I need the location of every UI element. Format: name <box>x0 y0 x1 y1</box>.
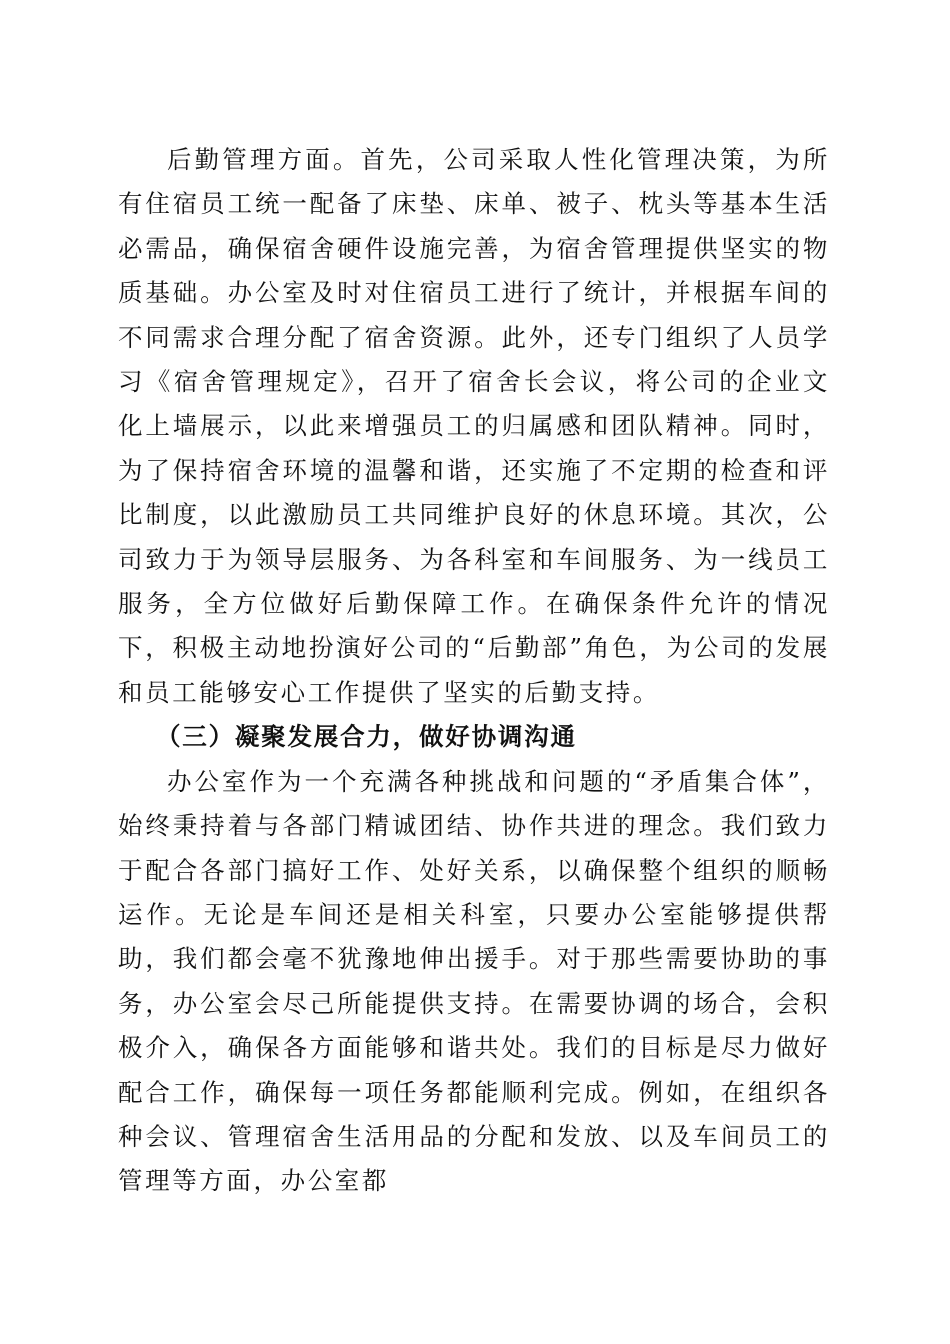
document-body <box>118 138 830 1204</box>
paragraph-logistics-management: 后勤管理方面。首先，公司采取人性化管理决策，为所有住宿员工统一配备了床垫、床单、被子、枕头等基本生活必需品，确保宿舍硬件设施完善，为宿舍管理提供坚实的物质基础。办公室及时对住宿员工进行了统计，并根据车间的不同需求合理分配了宿舍资源。此外，还专门组织了人员学习《宿舍管理规定》，召开了宿舍长会议，将公司的企业文化上墙展示，以此来增强员工的归属感和团队精神。同时，为了保持宿舍环境的温馨和谐，还实施了不定期的检查和评比制度，以此激励员工共同维护良好的休息环境。其次，公司致力于为领导层服务、为各科室和车间服务、为一线员工服务，全方位做好后勤保障工作。在确保条件允许的情况下，积极主动地扮演好公司的“后勤部”角色，为公司的发展和员工能够安心工作提供了坚实的后勤支持。 <box>118 145 830 707</box>
section-heading-coordination: （三）凝聚发展合力，做好协调沟通 <box>155 722 577 752</box>
paragraph-coordination-communication: 办公室作为一个充满各种挑战和问题的“矛盾集合体”，始终秉持着与各部门精诚团结、协作共进的理念。我们致力于配合各部门搞好工作、处好关系，以确保整个组织的顺畅运作。无论是车间还是相关科室，只要办公室能够提供帮助，我们都会毫不犹豫地伸出援手。对于那些需要协助的事务，办公室会尽己所能提供支持。在需要协调的场合，会积极介入，确保各方面能够和谐共处。我们的目标是尽力做好配合工作，确保每一项任务都能顺利完成。例如，在组织各种会议、管理宿舍生活用品的分配和发放、以及车间员工的管理等方面，办公室都 <box>118 766 830 1196</box>
